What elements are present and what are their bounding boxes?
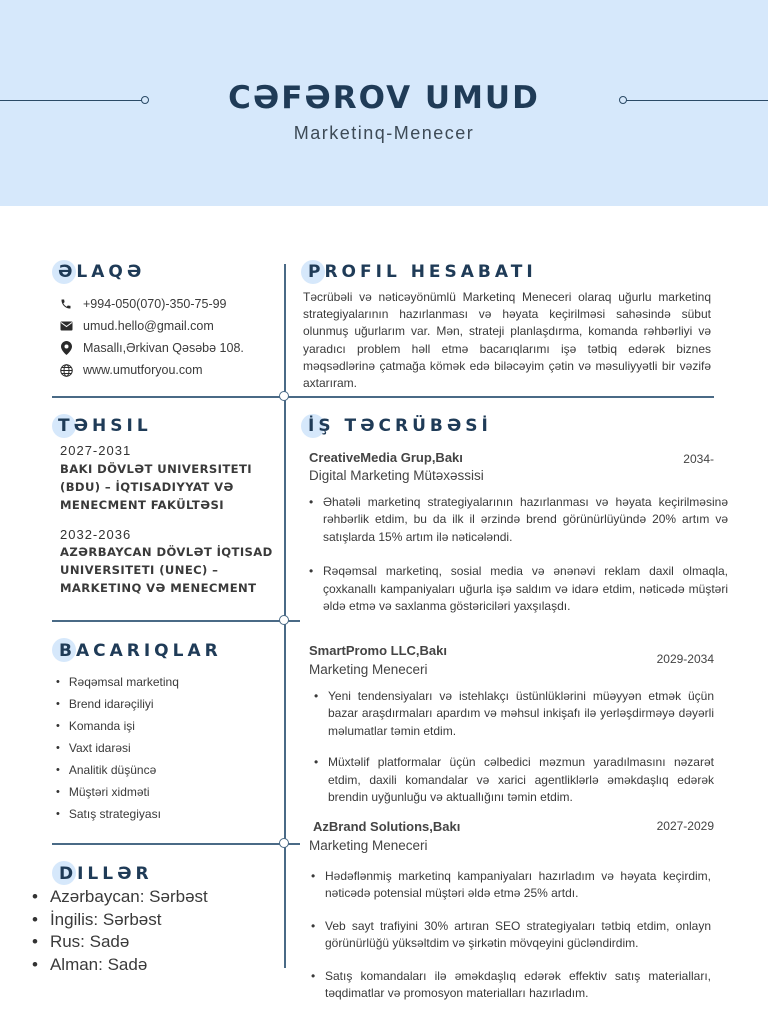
divider-dot-3 [279,838,289,848]
list-item: • Analitik düşüncə [56,762,179,784]
skills-list [56,674,179,828]
divider-dot-2 [279,615,289,625]
divider-3 [52,843,300,845]
list-item: • Rus: Sadə [32,931,208,954]
job-bullets [311,868,711,1002]
contact-website-text[interactable]: www.umutforyou.com [83,363,203,377]
job-bullets [309,494,728,615]
profile-summary: Təcrübəli və nəticəyönümlü Marketinq Meneceri olaraq uğurlu marketinq strategiyalarının hazırlanması və həyata keçirilməsi sahəsində sübut olunmuş uğurlarım var. Mən, strateji planlaşdırma, komanda rəhbərliyi və yaradıcı problem həll etmə bacarıqlarımı işə tətbiq edərək biznes məqsədlərinə çatmağa kömək edə biləcəyim çətin və məsuliyyətli bir vəzifə axtarıram. [303,290,711,391]
list-item: • Brend idarəçiliyi [56,696,179,718]
job-role: Marketing Meneceri [309,662,428,677]
job-dates: 2034- [683,452,714,466]
job-dates: 2027-2029 [656,819,714,833]
education-years: 2032-2036 [60,527,132,542]
divider-1 [52,396,714,398]
education-heading: TƏHSIL [58,416,152,436]
list-item: • Rəqəmsal marketinq [56,674,179,696]
job-company: SmartPromo LLC,Bakı [309,643,447,658]
job-role: Digital Marketing Mütəxəssisi [309,468,484,483]
list-item: • Rəqəmsal marketinq, sosial media və ənənəvi reklam daxil olmaqla, çoxkanallı kampaniyaları uğurla işə saldım və idarə etdim, nəticədə müştəri əldə etmə və saxlanma göstəriciləri yaxşılaşdı. [309,563,728,615]
job-company: CreativeMedia Grup,Bakı [309,450,463,465]
contact-email [58,318,214,334]
job-dates: 2029-2034 [656,652,714,666]
header-banner [0,0,768,206]
list-item: • Müştəri xidməti [56,784,179,806]
list-item: • Satış strategiyası [56,806,179,828]
job-role: Marketing Meneceri [309,838,428,853]
divider-2 [52,620,300,622]
languages-heading: DILLƏR [59,864,153,884]
person-name: CƏFƏROV UMUD [228,80,540,116]
list-item: • Azərbaycan: Sərbəst [32,886,208,909]
profile-heading: PROFIL HESABATI [308,262,537,282]
job-bullets [314,688,714,806]
list-item: • Komanda işi [56,718,179,740]
experience-heading: İŞ TƏCRÜBƏSİ [308,416,492,436]
job-company: AzBrand Solutions,Bakı [313,819,461,834]
contact-website [58,362,202,378]
phone-icon [58,296,74,312]
education-years: 2027-2031 [60,443,132,458]
languages-list [32,886,208,976]
contact-phone-text[interactable]: +994-050(070)-350-75-99 [83,297,227,311]
list-item: • Veb sayt trafiyini 30% artıran SEO strategiyaları tətbiq etdim, onlayn görünürlüğü yüksəltdim və şirkətin mövqeyini gücləndirdim. [311,918,711,953]
divider-dot-1 [279,391,289,401]
contact-email-text[interactable]: umud.hello@gmail.com [83,319,214,333]
education-school: BAKI DÖVLƏT UNIVERSITETI (BDU) – İQTISADIYYAT VƏ MENECMENT FAKÜLTƏSI [60,462,253,512]
list-item: • Hədəflənmiş marketinq kampaniyaları hazırladım və həyata keçirdim, nəticədə potensial müştəri əldə etmə 25% artdı. [311,868,711,903]
education-school: AZƏRBAYCAN DÖVLƏT İQTISAD UNIVERSITETI (UNEC) – MARKETINQ VƏ MENECMENT [60,545,273,595]
contact-phone [58,296,227,312]
mail-icon [58,318,74,334]
location-pin-icon [58,340,74,356]
list-item: • Əhatəli marketinq strategiyalarının hazırlanması və həyata keçirilməsinə rəhbərlik etdim, bu da ilk il ərzində brend görünürlüyündə 20% artım və satışlarda 15% artım ilə nəticələndi. [309,494,728,546]
globe-icon [58,362,74,378]
job-subtitle: Marketinq-Menecer [293,123,475,143]
list-item: • İngilis: Sərbəst [32,909,208,932]
list-item: • Satış komandaları ilə əməkdaşlıq edərək effektiv satış materialları, təqdimatlar və promosyon materialları hazırladım. [311,968,711,1003]
contact-heading: ƏLAQƏ [58,262,146,282]
list-item: • Vaxt idarəsi [56,740,179,762]
contact-address-text: Masallı,Ərkivan Qəsəbə 108. [83,341,244,355]
list-item: • Yeni tendensiyaları və istehlakçı üstünlüklərini müəyyən etmək üçün bazar araşdırmaları apardım və məhsul inkişafı ilə yerləşdirməyə dəyərli məlumatlar təmin etdim. [314,688,714,740]
skills-heading: BACARIQLAR [59,641,222,661]
list-item: • Müxtəlif platformalar üçün cəlbedici məzmun yaradılmasını nəzarət etdim, daxili komandalar və xarici agentliklərlə əməkdaşlıq edərək brendin uyğunluğu və aktuallığını təmin etdim. [314,754,714,806]
list-item: • Alman: Sadə [32,954,208,977]
contact-address [58,340,244,356]
